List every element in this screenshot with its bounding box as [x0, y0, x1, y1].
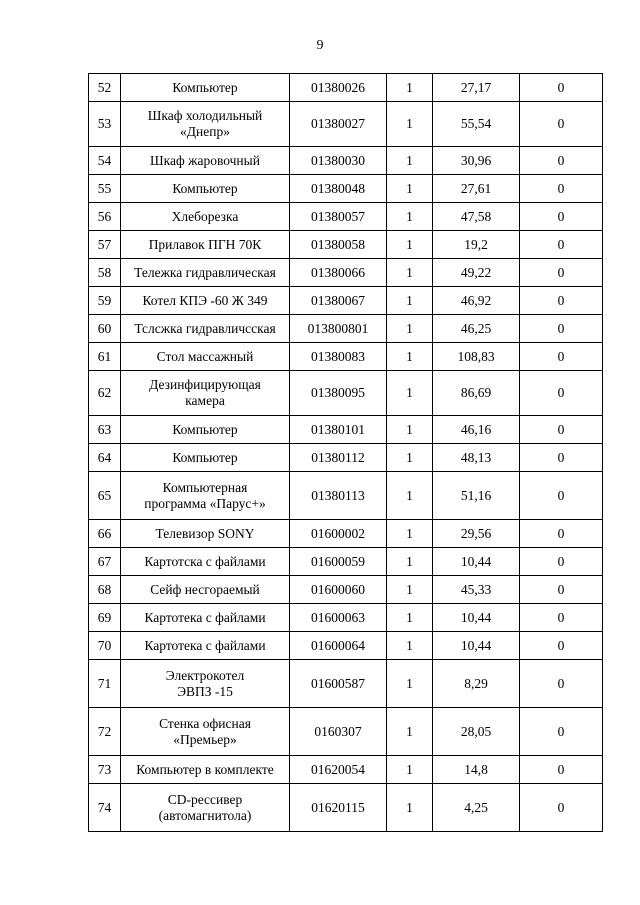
- item-name-cell: Шкаф жаровочный: [121, 147, 290, 175]
- row-number-cell: 55: [89, 175, 121, 203]
- item-name-cell: Тележка гидравлическая: [121, 259, 290, 287]
- item-name-cell: Компьютерная программа «Парус+»: [121, 472, 290, 520]
- inventory-code-cell: 01380026: [290, 74, 387, 102]
- value-cell: 30,96: [433, 147, 520, 175]
- row-number-cell: 57: [89, 231, 121, 259]
- value-cell: 27,17: [433, 74, 520, 102]
- row-number-cell: 71: [89, 660, 121, 708]
- inventory-code-cell: 0160307: [290, 708, 387, 756]
- inventory-code-cell: 01600059: [290, 548, 387, 576]
- row-number-cell: 63: [89, 416, 121, 444]
- quantity-cell: 1: [387, 520, 433, 548]
- row-number-cell: 70: [89, 632, 121, 660]
- value-cell: 29,56: [433, 520, 520, 548]
- residual-value-cell: 0: [520, 147, 603, 175]
- quantity-cell: 1: [387, 708, 433, 756]
- item-name-cell: Компьютер: [121, 74, 290, 102]
- table-row: [89, 175, 603, 203]
- table-row: [89, 343, 603, 371]
- table-row: [89, 708, 603, 756]
- row-number-cell: 60: [89, 315, 121, 343]
- row-number-cell: 72: [89, 708, 121, 756]
- quantity-cell: 1: [387, 371, 433, 416]
- item-name-cell: Котел КПЭ -60 Ж 349: [121, 287, 290, 315]
- table-row: [89, 520, 603, 548]
- residual-value-cell: 0: [520, 371, 603, 416]
- quantity-cell: 1: [387, 416, 433, 444]
- residual-value-cell: 0: [520, 520, 603, 548]
- row-number-cell: 59: [89, 287, 121, 315]
- inventory-code-cell: 01620115: [290, 784, 387, 832]
- value-cell: 28,05: [433, 708, 520, 756]
- residual-value-cell: 0: [520, 472, 603, 520]
- item-name-cell: Шкаф холодильный «Днепр»: [121, 102, 290, 147]
- inventory-code-cell: 01380101: [290, 416, 387, 444]
- residual-value-cell: 0: [520, 175, 603, 203]
- table-row: [89, 231, 603, 259]
- residual-value-cell: 0: [520, 287, 603, 315]
- row-number-cell: 67: [89, 548, 121, 576]
- inventory-code-cell: 01380057: [290, 203, 387, 231]
- residual-value-cell: 0: [520, 203, 603, 231]
- value-cell: 86,69: [433, 371, 520, 416]
- quantity-cell: 1: [387, 102, 433, 147]
- value-cell: 4,25: [433, 784, 520, 832]
- row-number-cell: 74: [89, 784, 121, 832]
- item-name-cell: Картотска с файлами: [121, 548, 290, 576]
- table-row: [89, 416, 603, 444]
- row-number-cell: 69: [89, 604, 121, 632]
- inventory-code-cell: 01380058: [290, 231, 387, 259]
- value-cell: 10,44: [433, 632, 520, 660]
- table-row: [89, 74, 603, 102]
- value-cell: 46,16: [433, 416, 520, 444]
- quantity-cell: 1: [387, 147, 433, 175]
- item-name-cell: Прилавок ПГН 70К: [121, 231, 290, 259]
- row-number-cell: 68: [89, 576, 121, 604]
- residual-value-cell: 0: [520, 756, 603, 784]
- table-row: [89, 784, 603, 832]
- residual-value-cell: 0: [520, 231, 603, 259]
- quantity-cell: 1: [387, 548, 433, 576]
- inventory-code-cell: 01600060: [290, 576, 387, 604]
- item-name-cell: Стенка офисная «Премьер»: [121, 708, 290, 756]
- value-cell: 46,25: [433, 315, 520, 343]
- item-name-cell: Дезинфицирующая камера: [121, 371, 290, 416]
- quantity-cell: 1: [387, 203, 433, 231]
- item-name-cell: Тслсжка гидравличсская: [121, 315, 290, 343]
- inventory-code-cell: 01380066: [290, 259, 387, 287]
- value-cell: 10,44: [433, 604, 520, 632]
- quantity-cell: 1: [387, 315, 433, 343]
- item-name-cell: Компьютер: [121, 444, 290, 472]
- residual-value-cell: 0: [520, 74, 603, 102]
- quantity-cell: 1: [387, 632, 433, 660]
- inventory-code-cell: 01380112: [290, 444, 387, 472]
- inventory-code-cell: 01600064: [290, 632, 387, 660]
- inventory-code-cell: 01380048: [290, 175, 387, 203]
- inventory-code-cell: 01380027: [290, 102, 387, 147]
- row-number-cell: 61: [89, 343, 121, 371]
- inventory-code-cell: 01380083: [290, 343, 387, 371]
- row-number-cell: 52: [89, 74, 121, 102]
- quantity-cell: 1: [387, 343, 433, 371]
- table-row: [89, 371, 603, 416]
- table-row: [89, 548, 603, 576]
- residual-value-cell: 0: [520, 708, 603, 756]
- inventory-code-cell: 01600002: [290, 520, 387, 548]
- residual-value-cell: 0: [520, 444, 603, 472]
- residual-value-cell: 0: [520, 576, 603, 604]
- value-cell: 46,92: [433, 287, 520, 315]
- quantity-cell: 1: [387, 660, 433, 708]
- quantity-cell: 1: [387, 231, 433, 259]
- residual-value-cell: 0: [520, 343, 603, 371]
- quantity-cell: 1: [387, 756, 433, 784]
- value-cell: 108,83: [433, 343, 520, 371]
- inventory-table: [88, 73, 603, 832]
- item-name-cell: Компьютер: [121, 416, 290, 444]
- value-cell: 45,33: [433, 576, 520, 604]
- residual-value-cell: 0: [520, 632, 603, 660]
- row-number-cell: 58: [89, 259, 121, 287]
- value-cell: 10,44: [433, 548, 520, 576]
- value-cell: 14,8: [433, 756, 520, 784]
- quantity-cell: 1: [387, 472, 433, 520]
- table-row: [89, 632, 603, 660]
- residual-value-cell: 0: [520, 416, 603, 444]
- quantity-cell: 1: [387, 576, 433, 604]
- residual-value-cell: 0: [520, 604, 603, 632]
- inventory-code-cell: 01380095: [290, 371, 387, 416]
- table-row: [89, 259, 603, 287]
- table-row: [89, 315, 603, 343]
- inventory-table-body: [89, 74, 603, 832]
- item-name-cell: Сейф несгораемый: [121, 576, 290, 604]
- quantity-cell: 1: [387, 74, 433, 102]
- table-row: [89, 660, 603, 708]
- table-row: [89, 444, 603, 472]
- row-number-cell: 64: [89, 444, 121, 472]
- inventory-code-cell: 01620054: [290, 756, 387, 784]
- value-cell: 8,29: [433, 660, 520, 708]
- row-number-cell: 54: [89, 147, 121, 175]
- residual-value-cell: 0: [520, 315, 603, 343]
- item-name-cell: Электрокотел ЭВПЗ -15: [121, 660, 290, 708]
- table-row: [89, 287, 603, 315]
- inventory-code-cell: 01600063: [290, 604, 387, 632]
- item-name-cell: CD-рессивер (автомагнитола): [121, 784, 290, 832]
- table-row: [89, 102, 603, 147]
- value-cell: 49,22: [433, 259, 520, 287]
- item-name-cell: Компьютер: [121, 175, 290, 203]
- row-number-cell: 66: [89, 520, 121, 548]
- row-number-cell: 56: [89, 203, 121, 231]
- item-name-cell: Телевизор SONY: [121, 520, 290, 548]
- inventory-code-cell: 01380113: [290, 472, 387, 520]
- quantity-cell: 1: [387, 259, 433, 287]
- item-name-cell: Стол массажный: [121, 343, 290, 371]
- value-cell: 55,54: [433, 102, 520, 147]
- table-row: [89, 147, 603, 175]
- inventory-code-cell: 013800801: [290, 315, 387, 343]
- item-name-cell: Картотека с файлами: [121, 632, 290, 660]
- inventory-code-cell: 01600587: [290, 660, 387, 708]
- value-cell: 27,61: [433, 175, 520, 203]
- quantity-cell: 1: [387, 784, 433, 832]
- value-cell: 47,58: [433, 203, 520, 231]
- value-cell: 19,2: [433, 231, 520, 259]
- quantity-cell: 1: [387, 175, 433, 203]
- inventory-code-cell: 01380030: [290, 147, 387, 175]
- item-name-cell: Компьютер в комплекте: [121, 756, 290, 784]
- residual-value-cell: 0: [520, 259, 603, 287]
- item-name-cell: Картотека с файлами: [121, 604, 290, 632]
- value-cell: 48,13: [433, 444, 520, 472]
- row-number-cell: 53: [89, 102, 121, 147]
- table-row: [89, 604, 603, 632]
- quantity-cell: 1: [387, 287, 433, 315]
- residual-value-cell: 0: [520, 660, 603, 708]
- residual-value-cell: 0: [520, 548, 603, 576]
- item-name-cell: Хлеборезка: [121, 203, 290, 231]
- inventory-code-cell: 01380067: [290, 287, 387, 315]
- page-number: 9: [316, 38, 324, 53]
- residual-value-cell: 0: [520, 102, 603, 147]
- row-number-cell: 62: [89, 371, 121, 416]
- row-number-cell: 65: [89, 472, 121, 520]
- quantity-cell: 1: [387, 444, 433, 472]
- table-row: [89, 203, 603, 231]
- row-number-cell: 73: [89, 756, 121, 784]
- table-row: [89, 576, 603, 604]
- table-row: [89, 756, 603, 784]
- quantity-cell: 1: [387, 604, 433, 632]
- table-row: [89, 472, 603, 520]
- residual-value-cell: 0: [520, 784, 603, 832]
- value-cell: 51,16: [433, 472, 520, 520]
